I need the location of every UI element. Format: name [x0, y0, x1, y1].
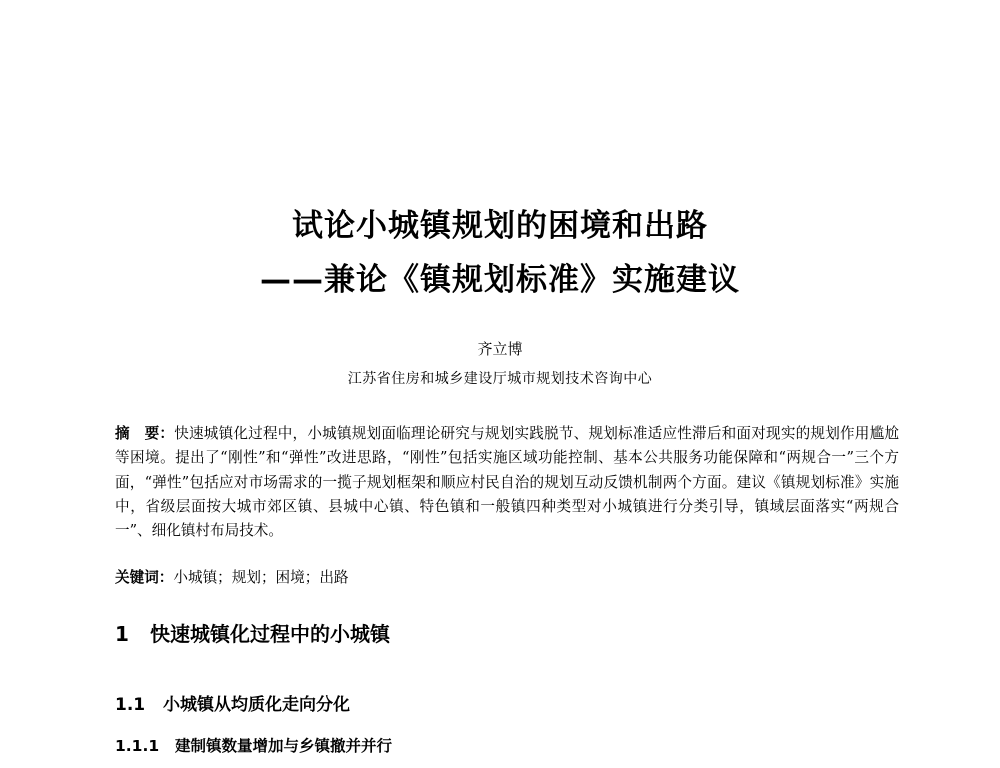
- keywords: [115, 566, 899, 590]
- section-title: 快速城镇化过程中的小城镇: [150, 622, 390, 646]
- abstract: [115, 422, 899, 543]
- author-affiliation: 江苏省住房和城乡建设厅城市规划技术咨询中心: [347, 371, 653, 387]
- section-title: 小城镇从均质化走向分化: [163, 695, 350, 715]
- section-heading-1: [115, 618, 390, 647]
- section-title: 建制镇数量增加与乡镇撤并并行: [175, 737, 393, 755]
- section-number: 1.1.1: [115, 737, 160, 755]
- abstract-text: 快速城镇化过程中，小城镇规划面临理论研究与规划实践脱节、规划标准适应性滞后和面对现实的规划作用尴尬等困境。提出了“刚性”和“弹性”改进思路，“刚性”包括实施区域功能控制、基本公共服务功能保障和“两规合一”三个方面，“弹性”包括应对市场需求的一揽子规划框架和顺应村民自治的规划互动反馈机制两个方面。建议《镇规划标准》实施中，省级层面按大城市郊区镇、县城中心镇、特色镇和一般镇四种类型对小城镇进行分类引导，镇域层面落实“两规合一”、细化镇村布局技术。: [115, 425, 899, 540]
- paper-title: 试论小城镇规划的困境和出路: [292, 208, 708, 244]
- section-number: 1.1: [115, 695, 146, 715]
- section-heading-1-1-1: [115, 734, 392, 756]
- keywords-text: 小城镇；规划；困境；出路: [173, 569, 349, 586]
- section-number: 1: [115, 622, 129, 646]
- keywords-label: 关键词：: [115, 569, 174, 586]
- paper-subtitle: ——兼论《镇规划标准》实施建议: [260, 262, 740, 298]
- section-heading-1-1: [115, 690, 350, 715]
- abstract-label: 摘 要：: [115, 425, 175, 442]
- author-name: 齐立博: [477, 340, 523, 358]
